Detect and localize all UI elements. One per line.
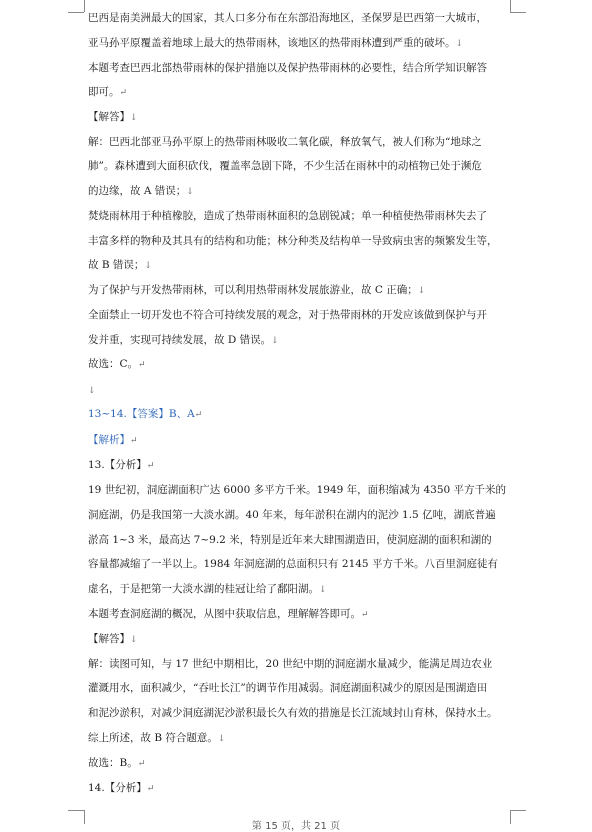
text-line bbox=[88, 682, 487, 696]
text-line bbox=[88, 484, 506, 498]
text-line-content: 14.【分析】 bbox=[88, 782, 147, 794]
text-line-content: 本题考查巴西北部热带雨林的保护措施以及保护热带雨林的必要性，结合所学知识解答 bbox=[88, 62, 487, 74]
text-line bbox=[88, 235, 498, 249]
text-line bbox=[88, 732, 225, 746]
text-line bbox=[88, 534, 492, 548]
paragraph-mark-icon: ↓ bbox=[186, 187, 194, 197]
text-line bbox=[88, 757, 145, 771]
page-footer: 第 15 页，共 21 页 bbox=[251, 821, 341, 832]
text-line bbox=[88, 633, 138, 647]
text-line-content: 13~14.【答案】B、A bbox=[88, 408, 195, 420]
text-line bbox=[88, 12, 487, 26]
text-line-content: 解：巴西北部亚马孙平原上的热带雨林吸收二氧化碳，释放氧气，被人们称为“地球之 bbox=[88, 136, 482, 148]
text-line bbox=[88, 384, 96, 398]
text-line-content: 发并重，实现可持续发展，故 D 错误。 bbox=[88, 334, 272, 346]
text-line-content: 综上所述，故 B 符合题意。 bbox=[88, 732, 218, 744]
text-line-content: 洞庭湖，仍是我国第一大淡水湖。40 年来，每年淤积在湖内的泥沙 1.5 亿吨，湖底普遍 bbox=[88, 509, 496, 521]
text-line bbox=[88, 583, 327, 597]
text-line bbox=[88, 707, 498, 721]
paragraph-mark-icon: ↵ bbox=[146, 461, 155, 471]
text-line-content: 故选：B。 bbox=[88, 757, 138, 769]
text-line bbox=[88, 658, 492, 672]
paragraph-mark-icon: ↵ bbox=[130, 436, 138, 446]
text-line-content: 即可。 bbox=[88, 86, 120, 98]
text-line-content: 解：读图可知，与 17 世纪中期相比，20 世纪中期的洞庭湖水量减少，能满足周边农业 bbox=[88, 658, 493, 670]
paragraph-mark-icon: ↵ bbox=[146, 784, 155, 794]
text-line-content: 【解答】 bbox=[88, 633, 130, 645]
paragraph-mark-icon: ↓ bbox=[271, 336, 279, 346]
text-line-content: 丰富多样的物种及其具有的结构和功能；林分种类及结构单一导致病虫害的频繁发生等， bbox=[88, 235, 498, 247]
text-line bbox=[88, 62, 487, 76]
paragraph-mark-icon: ↓ bbox=[88, 386, 96, 396]
text-line-content: 和泥沙淤积，对减少洞庭湖泥沙淤积最长久有效的措施是长江流域封山育林，保持水土。 bbox=[88, 707, 498, 719]
paragraph-mark-icon: ↓ bbox=[417, 286, 426, 296]
text-line bbox=[88, 185, 194, 199]
text-line bbox=[88, 160, 482, 174]
text-line-content: 故选：C。 bbox=[88, 358, 139, 370]
paragraph-mark-icon: ↓ bbox=[217, 734, 226, 744]
text-line bbox=[88, 608, 369, 622]
text-line bbox=[88, 509, 496, 523]
paragraph-mark-icon: ↵ bbox=[138, 360, 146, 370]
paragraph-mark-icon: ↓ bbox=[319, 585, 327, 595]
paragraph-mark-icon: ↓ bbox=[455, 39, 464, 49]
text-line bbox=[88, 334, 279, 348]
text-line-content: 19 世纪初，洞庭湖面积广达 6000 多平方千米。1949 年，面积缩减为 4350 平方千米的 bbox=[88, 484, 507, 496]
text-line-content: 13.【分析】 bbox=[88, 459, 147, 471]
text-line bbox=[88, 358, 146, 372]
paragraph-mark-icon: ↓ bbox=[130, 635, 138, 645]
text-line bbox=[88, 210, 487, 224]
text-line bbox=[88, 111, 138, 125]
text-line-content: 【解析】 bbox=[88, 434, 130, 446]
text-line-content: 淤高 1~3 米，最高达 7~9.2 米，特别是近年来大肆围湖造田，使洞庭湖的面积和湖的 bbox=[88, 534, 492, 546]
text-line-content: 本题考查洞庭湖的概况，从图中获取信息，理解解答即可。 bbox=[88, 608, 361, 620]
text-line bbox=[88, 558, 498, 572]
text-line-content: 的边缘，故 A 错误； bbox=[88, 185, 187, 197]
text-line-content: 【解答】 bbox=[88, 111, 130, 123]
paragraph-mark-icon: ↵ bbox=[137, 759, 146, 769]
text-line bbox=[88, 284, 425, 298]
paragraph-mark-icon: ↵ bbox=[119, 88, 128, 98]
text-line-content: 故 B 错误； bbox=[88, 259, 145, 271]
paragraph-mark-icon: ↵ bbox=[361, 610, 369, 620]
text-line-content: 为了保护与开发热带雨林，可以利用热带雨林发展旅游业，故 C 正确； bbox=[88, 284, 418, 296]
text-line bbox=[88, 309, 487, 323]
text-line bbox=[88, 782, 154, 796]
text-line bbox=[88, 434, 138, 448]
paragraph-mark-icon: ↵ bbox=[194, 410, 203, 420]
text-line-content: 肺”。森林遭到大面积砍伐，覆盖率急剧下降，不少生活在雨林中的动植物已处于濒危 bbox=[88, 160, 482, 172]
text-line bbox=[88, 86, 127, 100]
text-line bbox=[88, 459, 154, 473]
paragraph-mark-icon: ↓ bbox=[144, 261, 152, 271]
text-line bbox=[88, 136, 482, 150]
text-line-content: 全面禁止一切开发也不符合可持续发展的观念，对于热带雨林的开发应该做到保护与开 bbox=[88, 309, 487, 321]
text-line bbox=[88, 408, 202, 422]
text-line-content: 虚名，于是把第一大淡水湖的桂冠让给了鄱阳湖。 bbox=[88, 583, 319, 595]
paragraph-mark-icon: ↓ bbox=[130, 113, 138, 123]
text-line bbox=[88, 259, 152, 273]
text-line-content: 巴西是南美洲最大的国家，其人口多分布在东部沿海地区，圣保罗是巴西第一大城市， bbox=[88, 12, 487, 24]
text-line-content: 容量都减缩了一半以上。1984 年洞庭湖的总面积只有 2145 平方千米。八百里洞庭徒有 bbox=[88, 558, 498, 570]
text-line-content: 焚烧雨林用于种植橡胶，造成了热带雨林面积的急剧锐减；单一种植使热带雨林失去了 bbox=[88, 210, 487, 222]
text-line-content: 灌溉用水，面积减少，“吞吐长江”的调节作用减弱。洞庭湖面积减少的原因是围湖造田 bbox=[88, 682, 488, 694]
text-line-content: 亚马孙平原覆盖着地球上最大的热带雨林，该地区的热带雨林遭到严重的破坏。 bbox=[88, 37, 456, 49]
text-line bbox=[88, 37, 463, 51]
